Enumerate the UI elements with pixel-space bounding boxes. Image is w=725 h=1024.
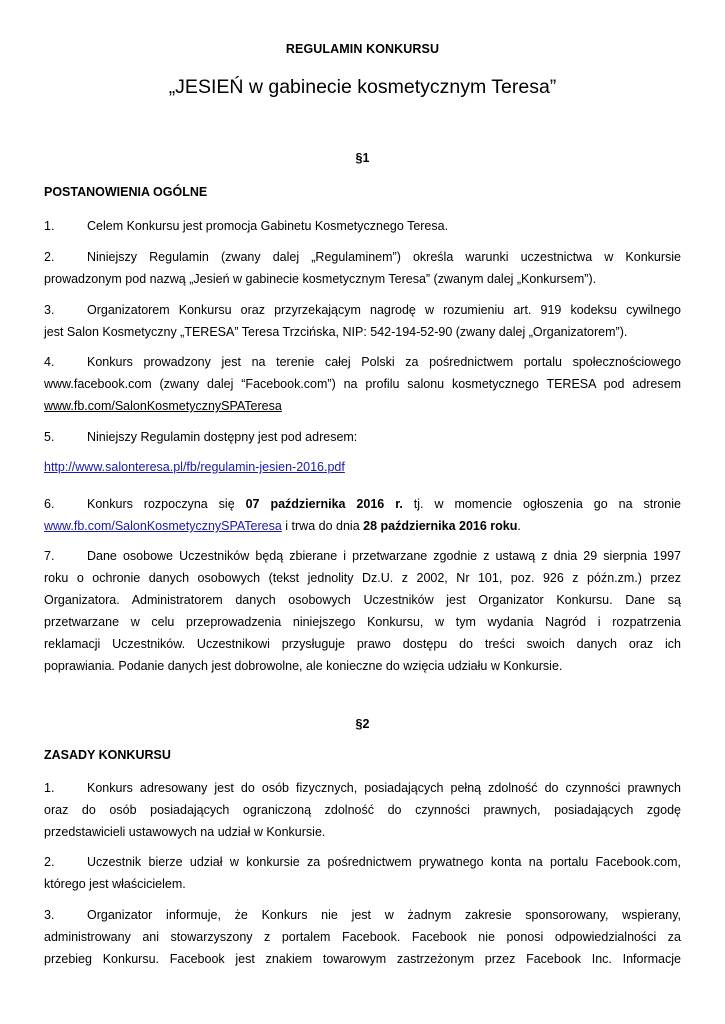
s1-paragraph-2: 2. Niniejszy Regulamin (zwany dalej „Regulaminem”) określa warunki uczestnictwa w Konkursie prowadzonym pod nazwą „Jesień w gabinecie kosmetycznym Teresa” (zwanym dalej „Konkursem”). bbox=[44, 246, 681, 290]
s1-paragraph-5-link-line bbox=[44, 456, 681, 478]
facebook-profile-link[interactable]: www.fb.com/SalonKosmetycznySPATeresa bbox=[44, 399, 282, 413]
paragraph-number: 1. bbox=[44, 781, 55, 795]
section-1-mark: §1 bbox=[355, 151, 370, 165]
s1-paragraph-6: 6. Konkurs rozpoczyna się 07 października 2016 r. tj. w momencie ogłoszenia go na stronie www.fb.com/SalonKosmetycznySPATeresa i trwa do dnia 28 października 2016 roku. bbox=[44, 493, 681, 537]
paragraph-number: 3. bbox=[44, 303, 55, 317]
start-date: 07 października 2016 r. bbox=[245, 497, 403, 511]
paragraph-number: 7. bbox=[44, 549, 55, 563]
section-1-heading: POSTANOWIENIA OGÓLNE bbox=[44, 185, 208, 199]
paragraph-number: 1. bbox=[44, 219, 55, 233]
paragraph-number: 2. bbox=[44, 855, 55, 869]
s1-paragraph-7: 7. Dane osobowe Uczestników będą zbierane i przetwarzane zgodnie z ustawą z dnia 29 sierpnia 1997 roku o ochronie danych osobowych (tekst jednolity Dz.U. z 2002, Nr 101, poz. 926 z późn.zm.) przez Organizatora. Administratorem danych osobowych Uczestników jest Organizator Konkursu. Dane są przetwarzane w celu przeprowadzenia niniejszego Konkursu, w tym wydania Nagród i rozpatrzenia reklamacji Uczestników. Uczestnikowi przysługuje prawo dostępu do treści swoich danych oraz ich poprawiania. Podanie danych jest dobrowolne, ale konieczne do wzięcia udziału w Konkursie. bbox=[44, 545, 681, 677]
paragraph-number: 5. bbox=[44, 430, 55, 444]
facebook-profile-link-2[interactable]: www.fb.com/SalonKosmetycznySPATeresa bbox=[44, 519, 282, 533]
document-subtitle: „JESIEŃ w gabinecie kosmetycznym Teresa” bbox=[168, 76, 557, 98]
end-date: 28 października 2016 roku bbox=[363, 519, 518, 533]
s1-paragraph-5: 5. Niniejszy Regulamin dostępny jest pod adresem: bbox=[44, 426, 681, 448]
s1-paragraph-1: 1. Celem Konkursu jest promocja Gabinetu Kosmetycznego Teresa. bbox=[44, 215, 681, 237]
s1-paragraph-4: 4. Konkurs prowadzony jest na terenie całej Polski za pośrednictwem portalu społecznościowego www.facebook.com (zwany dalej “Facebook.com”) na profilu salonu kosmetycznego TERESA pod adresem www.fb.com/SalonKosmetycznySPATeresa bbox=[44, 351, 681, 417]
section-2-mark: §2 bbox=[355, 717, 370, 731]
paragraph-number: 4. bbox=[44, 355, 55, 369]
paragraph-number: 2. bbox=[44, 250, 55, 264]
s2-paragraph-2: 2. Uczestnik bierze udział w konkursie za pośrednictwem prywatnego konta na portalu Facebook.com, którego jest właścicielem. bbox=[44, 851, 681, 895]
paragraph-number: 6. bbox=[44, 497, 55, 511]
section-2-heading: ZASADY KONKURSU bbox=[44, 748, 171, 762]
s1-paragraph-3: 3. Organizatorem Konkursu oraz przyrzekającym nagrodę w rozumieniu art. 919 kodeksu cywilnego jest Salon Kosmetyczny „TERESA” Teresa Trzcińska, NIP: 542-194-52-90 (zwany dalej „Organizatorem”). bbox=[44, 299, 681, 343]
document-title: REGULAMIN KONKURSU bbox=[285, 42, 440, 56]
paragraph-number: 3. bbox=[44, 908, 55, 922]
s2-paragraph-3: 3. Organizator informuje, że Konkurs nie jest w żadnym zakresie sponsorowany, wspierany, administrowany ani stowarzyszony z portalem Facebook. Facebook nie ponosi odpowiedzialności za przebieg Konkursu. Facebook jest znakiem towarowym zastrzeżonym przez Facebook Inc. Informacje bbox=[44, 904, 681, 970]
regulations-pdf-link[interactable]: http://www.salonteresa.pl/fb/regulamin-jesien-2016.pdf bbox=[44, 460, 345, 474]
s2-paragraph-1: 1. Konkurs adresowany jest do osób fizycznych, posiadających pełną zdolność do czynności prawnych oraz do osób posiadających ograniczoną zdolność do czynności prawnych, posiadających zgodę przedstawicieli ustawowych na udział w Konkursie. bbox=[44, 777, 681, 843]
